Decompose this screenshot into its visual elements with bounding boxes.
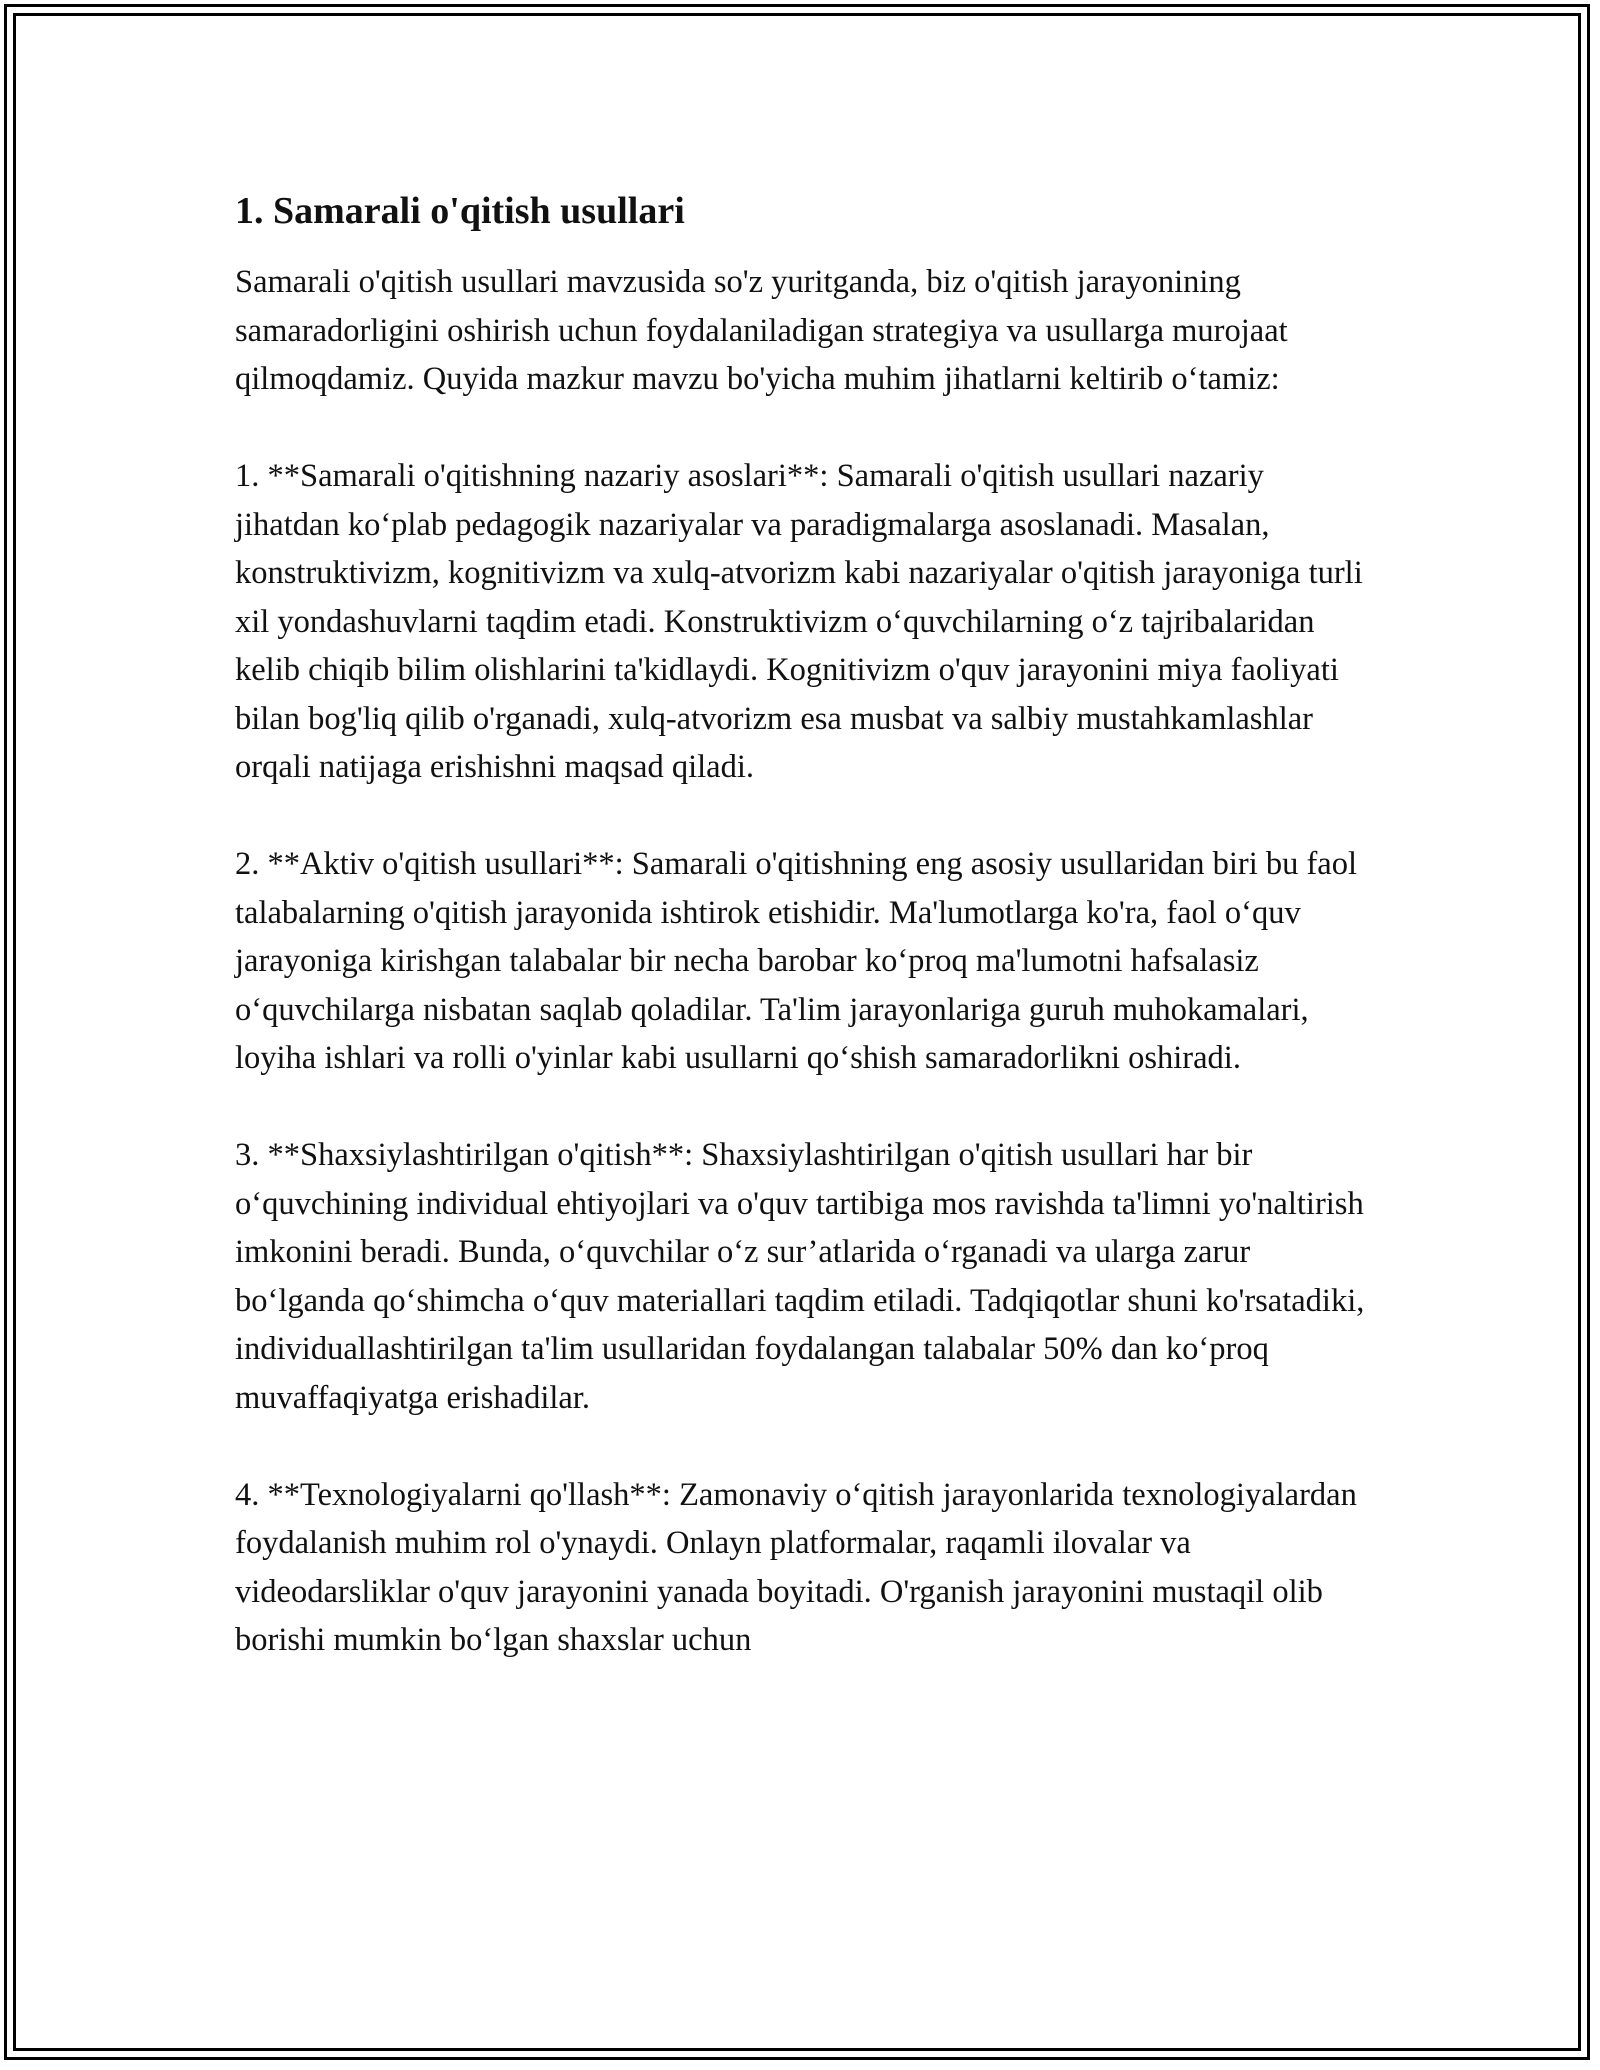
section-title: 1. Samarali o'qitish usullari: [235, 190, 685, 232]
paragraph-active-methods: 2. **Aktiv o'qitish usullari**: Samarali o'qitishning eng asosiy usullaridan biri bu faol talabalarning o'qitish jarayonida ishtirok etishidir. Ma'lumotlarga ko'ra, faol o‘quv jarayoniga kirishgan talabalar bir necha barobar ko‘proq ma'lumotni hafsalasiz o‘quvchilarga nisbatan saqlab qoladilar. Ta'lim jarayonlariga guruh muhokamalari, loyiha ishlari va rolli o'yinlar kabi usullarni qo‘shish samaradorlikni oshiradi.: [235, 846, 1358, 1076]
paragraph-theory: 1. **Samarali o'qitishning nazariy asoslari**: Samarali o'qitish usullari nazariy jihatdan ko‘plab pedagogik nazariyalar va paradigmalarga asoslanadi. Masalan, konstruktivizm, kognitivizm va xulq-atvorizm kabi nazariyalar o'qitish jarayoniga turli xil yondashuvlarni taqdim etadi. Konstruktivizm o‘quvchilarning o‘z tajribalaridan kelib chiqib bilim olishlarini ta'kidlaydi. Kognitivizm o'quv jarayonini miya faoliyati bilan bog'liq qilib o'rganadi, xulq-atvorizm esa musbat va salbiy mustahkamlashlar orqali natijaga erishishni maqsad qiladi.: [235, 458, 1363, 785]
paragraph-technology: 4. **Texnologiyalarni qo'llash**: Zamonaviy o‘qitish jarayonlarida texnologiyalardan foydalanish muhim rol o'ynaydi. Onlayn platformalar, raqamli ilovalar va videodarsliklar o'quv jarayonini yanada boyitadi. O'rganish jarayonini mustaqil olib borishi mumkin bo‘lgan shaxslar uchun: [235, 1476, 1357, 1658]
document-body: [235, 186, 1365, 1713]
paragraph-intro: Samarali o'qitish usullari mavzusida so'z yuritganda, biz o'qitish jarayonining samaradorligini oshirish uchun foydalaniladigan strategiya va usullarga murojaat qilmoqdamiz. Quyida mazkur mavzu bo'yicha muhim jihatlarni keltirib o‘tamiz:: [235, 264, 1288, 397]
paragraph-personalized: 3. **Shaxsiylashtirilgan o'qitish**: Shaxsiylashtirilgan o'qitish usullari har bir o‘quvchining individual ehtiyojlari va o'quv tartibiga mos ravishda ta'limni yo'naltirish imkonini beradi. Bunda, o‘quvchilar o‘z sur’atlarida o‘rganadi va ularga zarur bo‘lganda qo‘shimcha o‘quv materiallari taqdim etiladi. Tadqiqotlar shuni ko'rsatadiki, individuallashtirilgan ta'lim usullaridan foydalangan talabalar 50% dan ko‘proq muvaffaqiyatga erishadilar.: [235, 1137, 1365, 1416]
